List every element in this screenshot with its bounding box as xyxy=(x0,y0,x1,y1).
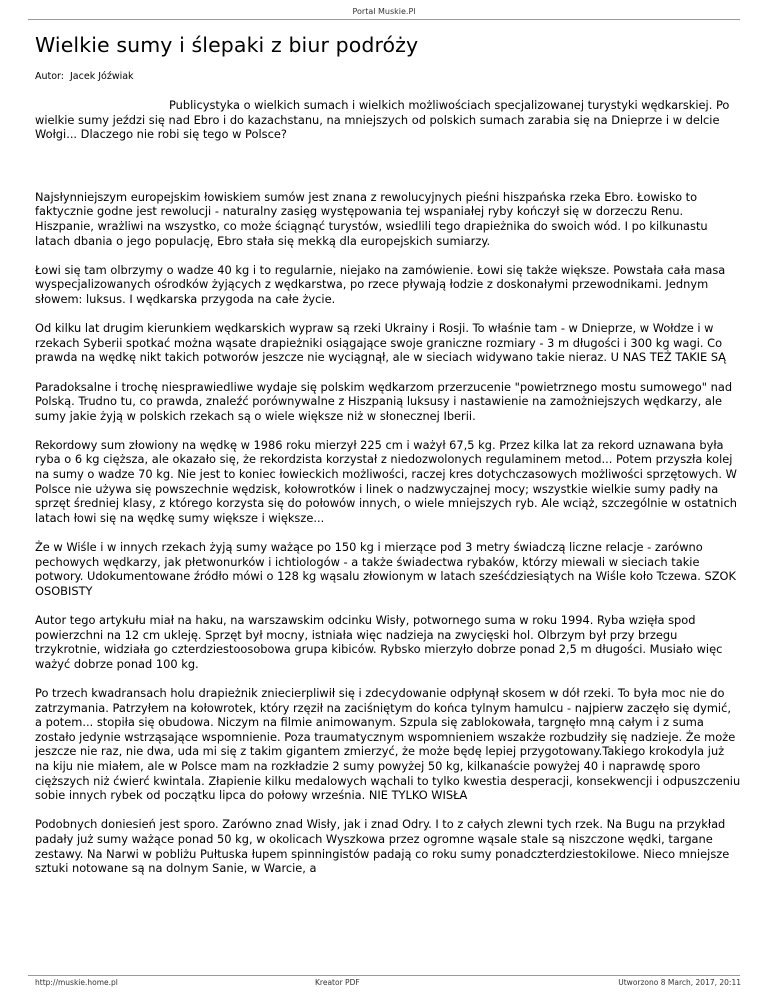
paragraph: Autor tego artykułu miał na haku, na warszawskim odcinku Wisły, potwornego suma w roku 1994. Ryba wzięła spod powierzchni na 12 cm ukleję. Sprzęt był mocny, istniała więc nadzieja na zwycięski hol. Olbrzym był przy brzegu trzykrotnie, widziała go czterdziestoosobowa grupa kibiców. Rybsko mierzyło dobrze ponad 2,5 m długości. Musiało więc ważyć dobrze ponad 100 kg. xyxy=(35,613,723,671)
paragraph: Najsłynniejszym europejskim łowiskiem sumów jest znana z rewolucyjnych pieśni hiszpańska rzeka Ebro. Łowisko to faktycznie godne jest rewolucji - naturalny zasięg występowania tej wspaniałej ryby kończył się w dorzeczu Renu. Hiszpanie, wrażliwi na wszystko, co może ściągnąć turystów, wsiedlili tego drapieżnika do swoich wód. I po kilkunastu latach dbania o jego populację, Ebro stała się mekką dla europejskich sumiarzy. xyxy=(35,189,708,248)
author-label: Autor: xyxy=(35,71,64,82)
author-name: Jacek Jóźwiak xyxy=(70,71,134,82)
paragraph: Od kilku lat drugim kierunkiem wędkarskich wypraw są rzeki Ukrainy i Rosji. To właśnie tam - w Dnieprze, w Wołdze i w rzekach Syberii spotkać można wąsate drapieżniki osiągające swoje graniczne rozmiary - 3 m długości i 300 kg wagi. Co prawda na wędkę nikt takich potworów jeszcze nie wyciągnął, ale w sieciach widywano takie nieraz. U NAS TEŻ TAKIE SĄ xyxy=(35,321,726,365)
paragraph: Że w Wiśle i w innych rzekach żyją sumy ważące po 150 kg i mierzące pod 3 metry świadczą liczne relacje - zarówno pechowych wędkarzy, jak płetwonurków i ichtiologów - a także świadectwa rybaków, którzy miewali w sieciach takie potwory. Udokumentowane źródło mówi o 128 kg wąsalu złowionym w latach sześćdziesiątych na Wiśle koło Tczewa. SZOK OSOBISTY xyxy=(35,540,736,598)
article-body xyxy=(35,98,741,890)
article-lead: Publicystyka o wielkich sumach i wielkich możliwościach specjalizowanej turystyki wędkarskiej. Po wielkie sumy jeździ się nad Ebro i do kazachstanu, na mniejszych od polskich sumach zarabia się na Dnieprze i w delcie Wołgi... Dlaczego nie robi się tego w Polsce? xyxy=(35,98,730,142)
footer-created-date: Utworzono 8 March, 2017, 20:11 xyxy=(618,978,741,987)
header-divider xyxy=(28,19,740,20)
footer-creator: Kreator PDF xyxy=(315,978,360,987)
paragraph: Rekordowy sum złowiony na wędkę w 1986 roku mierzył 225 cm i ważył 67,5 kg. Przez kilka lat za rekord uznawana była ryba o 6 kg cięższa, ale okazało się, że rekordzista korzystał z niedozwolonych regulaminem metod... Potem przyszła kolej na sumy o wadze 70 kg. Nie jest to koniec łowieckich możliwości, raczej kres dotychczasowych możliwości sprzętowych. W Polsce nie używa się powszechnie wędzisk, kołowrotków i linek o nadzwyczajnej mocy; wszystkie wielkie sumy padły na sprzęt średniej klasy, z którego korzysta się do połowów innych, o wiele mniejszych ryb. Ale wciąż, szczególnie w ostatnich latach łowi się na wędkę sumy większe i większe... xyxy=(35,437,737,525)
site-header: Portal Muskie.Pl xyxy=(352,7,416,16)
lead-spacer xyxy=(35,142,741,190)
paragraph: Łowi się tam olbrzymy o wadze 40 kg i to regularnie, niejako na zamówienie. Łowi się także większe. Powstała cała masa wyspecjalizowanych ośrodków żyjących z wędkarstwa, po rzece pływają łodzie z doskonałymi przewodnikami. Jednym słowem: luksus. I wędkarska przygoda na całe życie. xyxy=(35,262,726,306)
footer-divider xyxy=(28,975,740,976)
footer-url[interactable]: http://muskie.home.pl xyxy=(35,978,118,987)
paragraph: Po trzech kwadransach holu drapieżnik zniecierpliwił się i zdecydowanie odpłynął skosem w dół rzeki. To była moc nie do zatrzymania. Patrzyłem na kołowrotek, który rzęził na zaciśniętym do końca tylnym hamulcu - najpierw zaczęło się dymić, a potem... stopiła się obudowa. Niczym na filmie animowanym. Szpula się zablokowała, targnęło mną całym i z suma zostało jedynie wstrząsające wspomnienie. Poza traumatycznym wspomnieniem wszakże rozbudziły się nadzieje. Że może jeszcze nie raz, nie dwa, uda mi się z takim gigantem zmierzyć, że może będę lepiej przygotowany.Takiego krokodyla już na kiju nie miałem, ale w Polsce mam na rozkładzie 2 sumy powyżej 50 kg, kilkanaście powyżej 40 i naprawdę sporo cięższych niż ćwierć kwintala. Złapienie kilku medalowych wąchali to tylko kwestia desperacji, konsekwencji i odpuszczeniu sobie innych rybek od początku lipca do połowy września. NIE TYLKO WISŁA xyxy=(35,685,741,803)
page-footer xyxy=(35,978,741,990)
paragraph: Paradoksalne i trochę niesprawiedliwe wydaje się polskim wędkarzom przerzucenie "powietrznego mostu sumowego" nad Polską. Trudno tu, co prawda, znaleźć porównywalne z Hiszpanią luksusy i nastawienie na zamożniejszych wędkarzy, ale sumy jakie żyją w polskich rzekach są o wiele większe niż w słonecznej Iberii. xyxy=(35,379,733,423)
paragraph: Podobnych doniesień jest sporo. Zarówno znad Wisły, jak i znad Odry. I to z całych zlewni tych rzek. Na Bugu na przykład padały już sumy ważące ponad 50 kg, w okolicach Wyszkowa przez ogromne wąsale stale są niszczone wędki, targane zestawy. Na Narwi w pobliżu Pułtuska łupem spinningistów padają co roku sumy ponadczterdziestokilowe. Nieco mniejsze sztuki notowane są na dolnym Sanie, w Warcie, a xyxy=(35,817,730,876)
article-title: Wielkie sumy i ślepaki z biur podróży xyxy=(35,33,419,57)
author-line xyxy=(35,71,134,82)
